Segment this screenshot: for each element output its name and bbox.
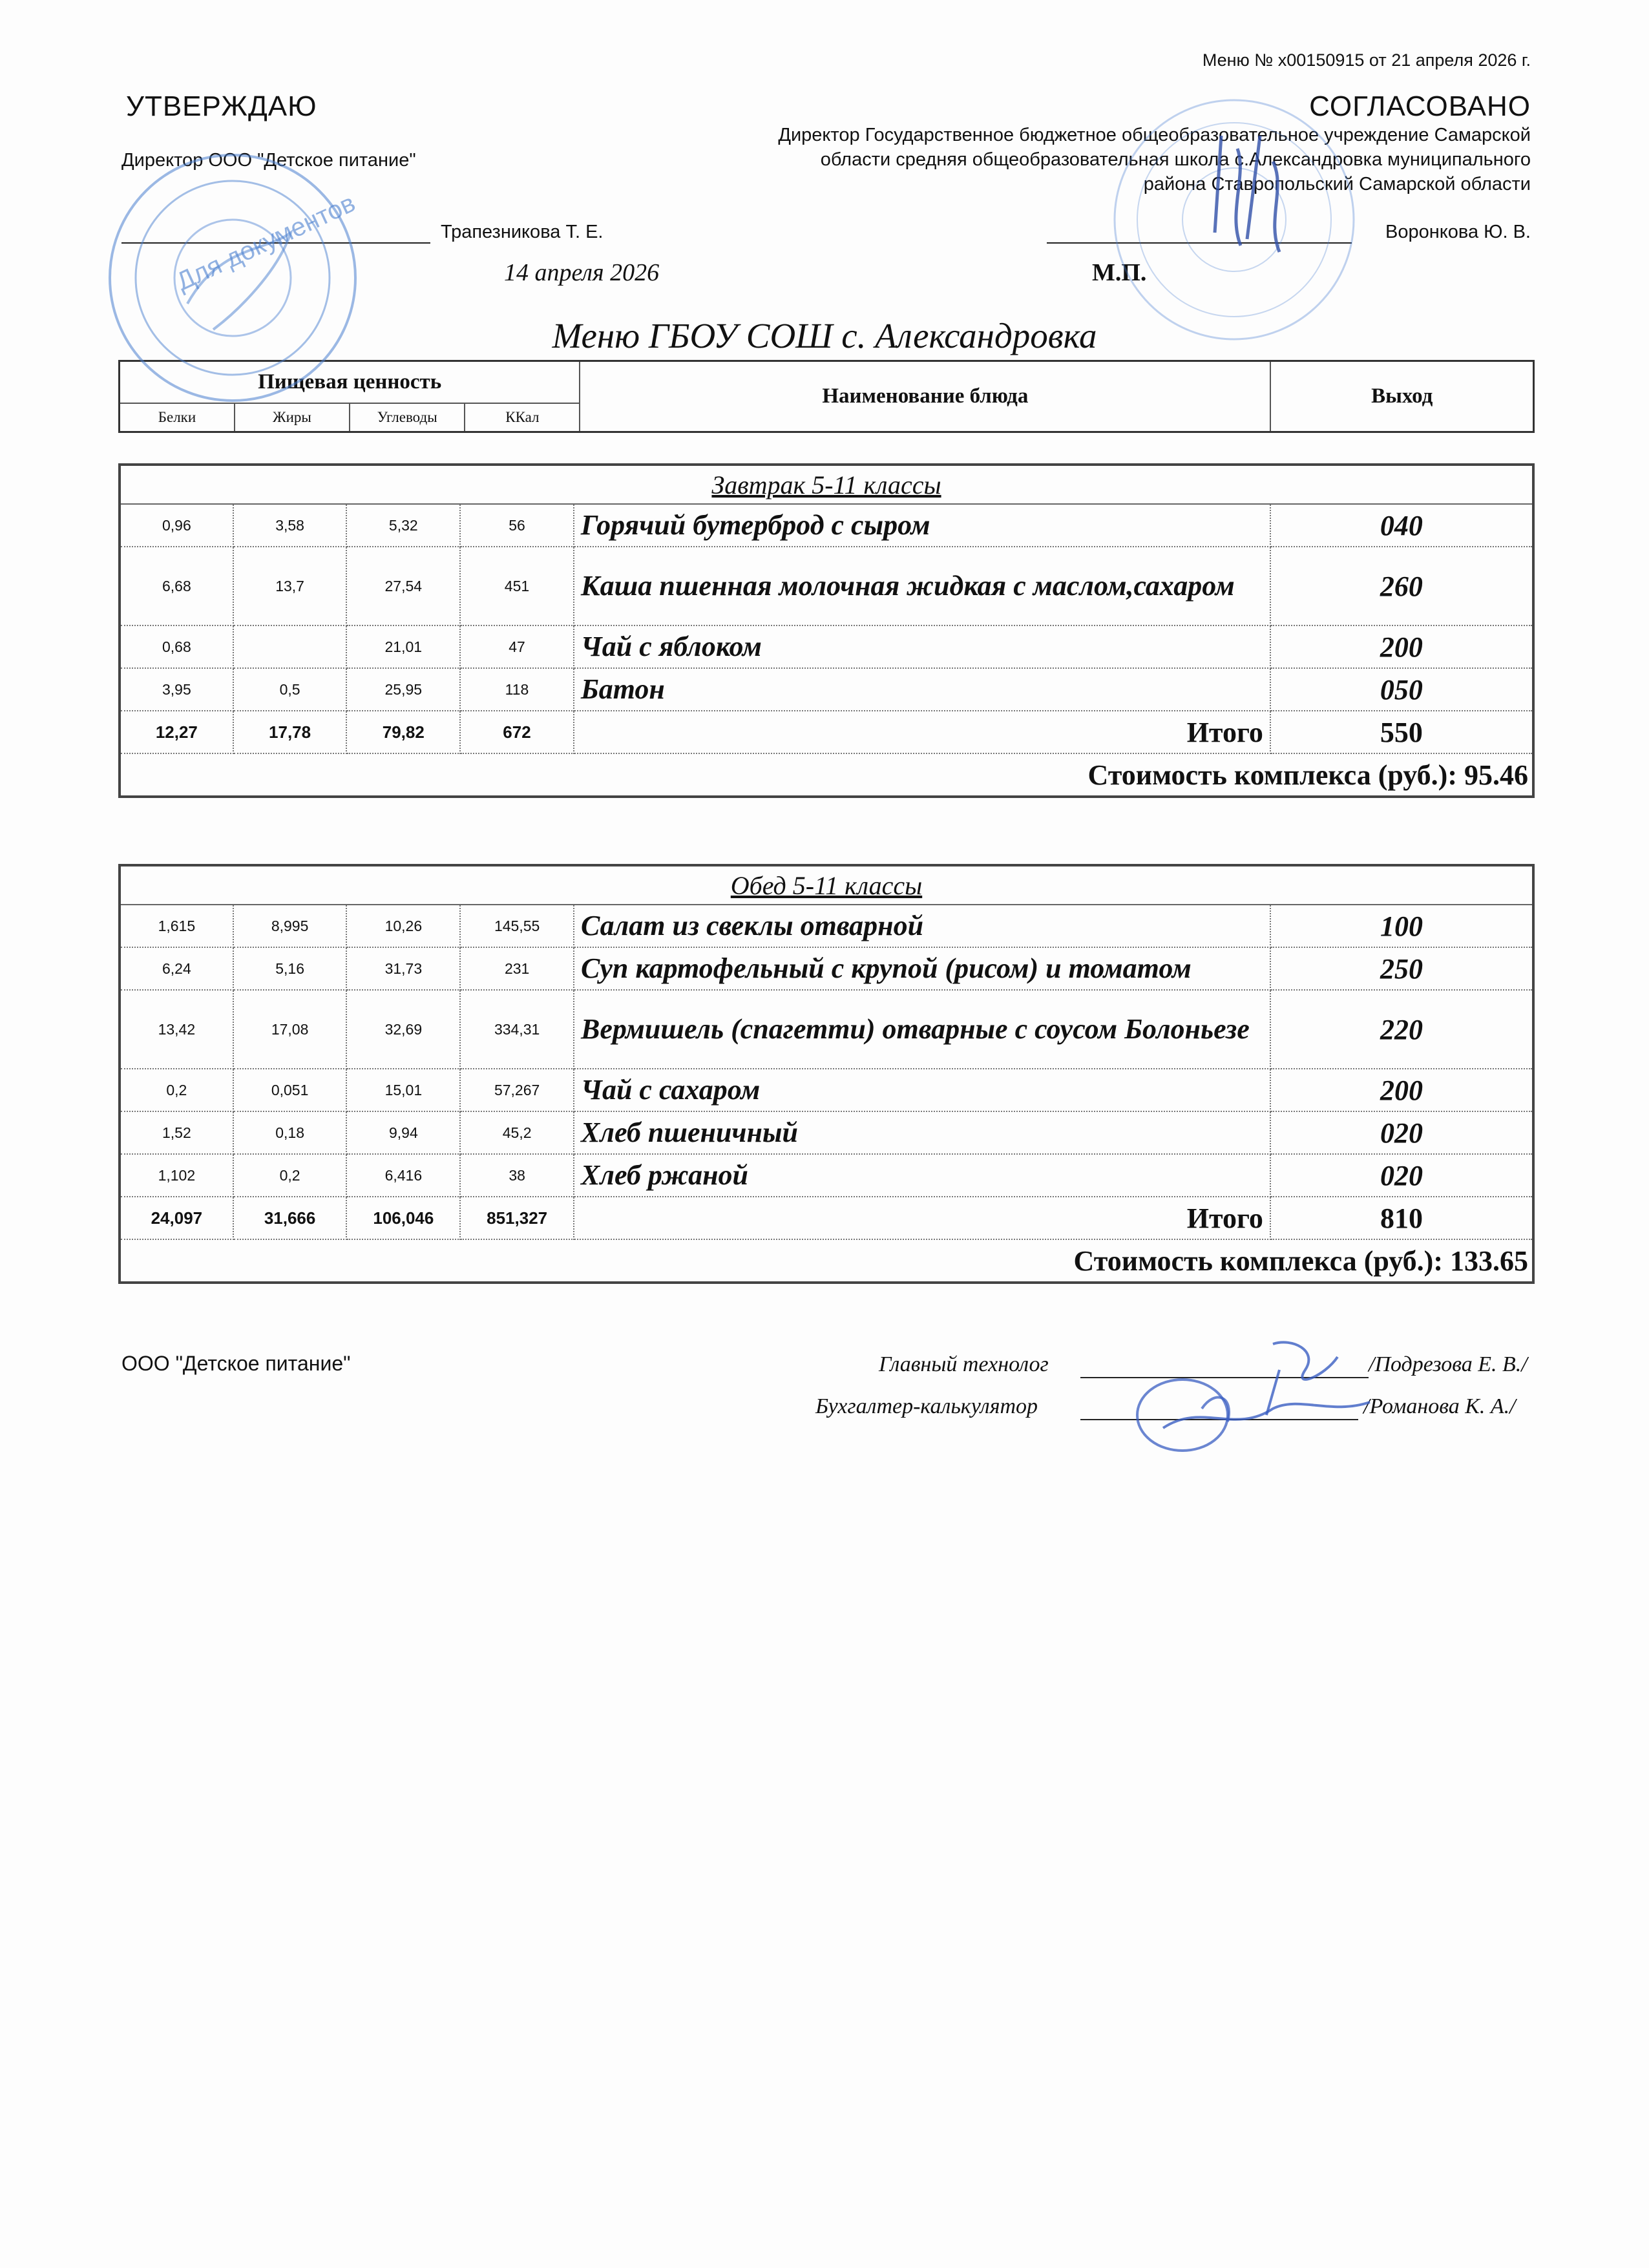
carbs-cell: 10,26 — [346, 905, 460, 947]
carbs-header: Углеводы — [350, 403, 465, 432]
total-label: Итого — [574, 711, 1270, 753]
yield-cell: 220 — [1270, 990, 1533, 1069]
table-row — [120, 1154, 1533, 1197]
breakfast-title: Завтрак 5-11 классы — [120, 465, 1533, 504]
carbs-cell: 25,95 — [346, 668, 460, 711]
kcal-cell: 145,55 — [460, 905, 574, 947]
carbs-cell: 6,416 — [346, 1154, 460, 1197]
carbs-cell: 27,54 — [346, 547, 460, 625]
kcal-cell: 334,31 — [460, 990, 574, 1069]
total-fat: 31,666 — [233, 1197, 347, 1239]
protein-cell: 0,68 — [120, 625, 233, 668]
dish-cell: Каша пшенная молочная жидкая с маслом,сахаром — [574, 547, 1270, 625]
table-row — [120, 947, 1533, 990]
total-carbs: 79,82 — [346, 711, 460, 753]
protein-cell: 6,68 — [120, 547, 233, 625]
document-title: Меню ГБОУ СОШ с. Александровка — [552, 316, 1097, 355]
carbs-cell: 32,69 — [346, 990, 460, 1069]
fat-cell: 0,5 — [233, 668, 347, 711]
approve-date: 14 апреля 2026 — [504, 259, 660, 286]
agree-director-line: области средняя общеобразовательная школа с.Александровка муниципального — [820, 149, 1531, 170]
protein-cell: 1,615 — [120, 905, 233, 947]
total-row — [120, 1197, 1533, 1239]
dish-cell: Суп картофельный с крупой (рисом) и томатом — [574, 947, 1270, 990]
table-row — [120, 504, 1533, 547]
kcal-cell: 47 — [460, 625, 574, 668]
approve-director: Директор ООО "Детское питание" — [121, 150, 416, 171]
dish-cell: Вермишель (спагетти) отварные с соусом Болоньезе — [574, 990, 1270, 1069]
table-row — [120, 547, 1533, 625]
protein-cell: 13,42 — [120, 990, 233, 1069]
fat-cell: 17,08 — [233, 990, 347, 1069]
yield-cell: 100 — [1270, 905, 1533, 947]
kcal-cell: 38 — [460, 1154, 574, 1197]
yield-cell: 200 — [1270, 1069, 1533, 1111]
fat-cell: 13,7 — [233, 547, 347, 625]
chief-technologist-name: /Подрезова Е. В./ — [1369, 1352, 1528, 1376]
kcal-cell: 45,2 — [460, 1111, 574, 1154]
accountant-label: Бухгалтер-калькулятор — [815, 1394, 1038, 1418]
table-row — [120, 668, 1533, 711]
fat-cell: 0,2 — [233, 1154, 347, 1197]
carbs-cell: 9,94 — [346, 1111, 460, 1154]
dish-cell: Салат из свеклы отварной — [574, 905, 1270, 947]
kcal-cell: 56 — [460, 504, 574, 547]
protein-header: Белки — [120, 403, 235, 432]
lunch-section — [118, 864, 1535, 1284]
accountant-name: /Романова К. А./ — [1363, 1394, 1516, 1418]
protein-cell: 1,52 — [120, 1111, 233, 1154]
yield-cell: 050 — [1270, 668, 1533, 711]
fat-cell: 3,58 — [233, 504, 347, 547]
total-label: Итого — [574, 1197, 1270, 1239]
director-signature-icon — [1202, 123, 1299, 258]
yield-cell: 250 — [1270, 947, 1533, 990]
table-row — [120, 1111, 1533, 1154]
total-kcal: 851,327 — [460, 1197, 574, 1239]
table-row — [120, 625, 1533, 668]
table-row — [120, 905, 1533, 947]
dish-cell: Батон — [574, 668, 1270, 711]
lunch-cost: Стоимость комплекса (руб.): 133.65 — [120, 1239, 1533, 1283]
dish-cell: Чай с сахаром — [574, 1069, 1270, 1111]
fat-cell: 8,995 — [233, 905, 347, 947]
dish-header: Наименование блюда — [580, 361, 1270, 432]
fat-cell: 0,18 — [233, 1111, 347, 1154]
total-yield: 550 — [1270, 711, 1533, 753]
protein-cell: 1,102 — [120, 1154, 233, 1197]
total-carbs: 106,046 — [346, 1197, 460, 1239]
yield-cell: 020 — [1270, 1154, 1533, 1197]
approve-title: УТВЕРЖДАЮ — [126, 90, 317, 122]
fat-cell: 0,051 — [233, 1069, 347, 1111]
stamp-place-label: М.П. — [1092, 259, 1147, 286]
total-kcal: 672 — [460, 711, 574, 753]
protein-cell: 3,95 — [120, 668, 233, 711]
fat-cell: 5,16 — [233, 947, 347, 990]
signatures-icon — [1124, 1331, 1396, 1473]
fat-cell — [233, 625, 347, 668]
yield-cell: 040 — [1270, 504, 1533, 547]
nutrition-header: Пищевая ценность — [120, 361, 580, 403]
protein-cell: 6,24 — [120, 947, 233, 990]
breakfast-cost: Стоимость комплекса (руб.): 95.46 — [120, 753, 1533, 797]
dish-cell: Хлеб пшеничный — [574, 1111, 1270, 1154]
fat-header: Жиры — [235, 403, 350, 432]
total-yield: 810 — [1270, 1197, 1533, 1239]
carbs-cell: 31,73 — [346, 947, 460, 990]
yield-cell: 260 — [1270, 547, 1533, 625]
protein-cell: 0,2 — [120, 1069, 233, 1111]
table-row — [120, 990, 1533, 1069]
carbs-cell: 21,01 — [346, 625, 460, 668]
total-protein: 24,097 — [120, 1197, 233, 1239]
total-row — [120, 711, 1533, 753]
carbs-cell: 5,32 — [346, 504, 460, 547]
agree-director-line: Директор Государственное бюджетное общеобразовательное учреждение Самарской — [778, 125, 1531, 145]
carbs-cell: 15,01 — [346, 1069, 460, 1111]
yield-header: Выход — [1270, 361, 1533, 432]
agree-director-line: района Ставропольский Самарской области — [1143, 174, 1531, 194]
dish-cell: Хлеб ржаной — [574, 1154, 1270, 1197]
total-fat: 17,78 — [233, 711, 347, 753]
yield-cell: 200 — [1270, 625, 1533, 668]
footer-company: ООО "Детское питание" — [121, 1352, 351, 1375]
menu-number: Меню № x00150915 от 21 апреля 2026 г. — [1202, 50, 1531, 70]
approve-name: Трапезникова Т. Е. — [441, 222, 604, 242]
kcal-cell: 231 — [460, 947, 574, 990]
kcal-header: ККал — [465, 403, 580, 432]
agree-title: СОГЛАСОВАНО — [1309, 90, 1531, 122]
dish-cell: Чай с яблоком — [574, 625, 1270, 668]
table-row — [120, 1069, 1533, 1111]
kcal-cell: 451 — [460, 547, 574, 625]
stamp-text: Для документов — [172, 188, 360, 297]
lunch-title: Обед 5-11 классы — [120, 865, 1533, 905]
breakfast-section — [118, 463, 1535, 798]
left-stamp-icon — [71, 116, 394, 439]
kcal-cell: 118 — [460, 668, 574, 711]
dish-cell: Горячий бутерброд с сыром — [574, 504, 1270, 547]
yield-cell: 020 — [1270, 1111, 1533, 1154]
total-protein: 12,27 — [120, 711, 233, 753]
agree-name: Воронкова Ю. В. — [1385, 222, 1531, 242]
chief-technologist-label: Главный технолог — [879, 1352, 1049, 1376]
kcal-cell: 57,267 — [460, 1069, 574, 1111]
protein-cell: 0,96 — [120, 504, 233, 547]
